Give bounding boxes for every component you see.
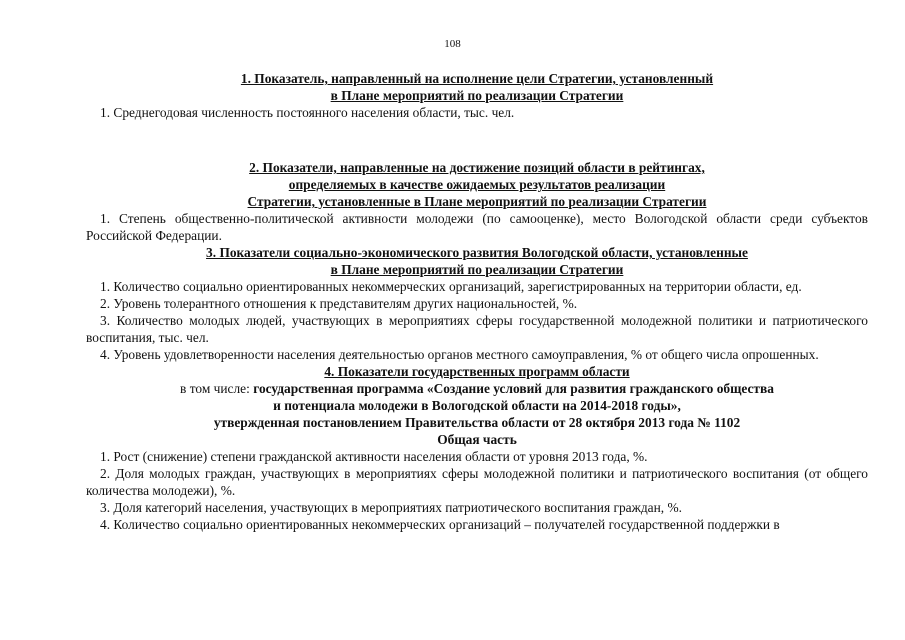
section-2-title-line-2: определяемых в качестве ожидаемых результатов реализации xyxy=(288,177,666,192)
program-line-3: утвержденная постановлением Правительства области от 28 октября 2013 года № 1102 xyxy=(213,415,741,430)
section-4-item-2: 2. Доля молодых граждан, участвующих в мероприятиях сферы молодежной политики и патриотического воспитания (от общего количества молодежи), %. xyxy=(86,466,868,498)
program-intro-prefix: в том числе: xyxy=(180,381,254,396)
section-3-item-1: 1. Количество социально ориентированных некоммерческих организаций, зарегистрированных на территории области, ед. xyxy=(100,279,802,294)
section-3-item-4: 4. Уровень удовлетворенности населения деятельностью органов местного самоуправления, % от общего числа опрошенных. xyxy=(100,347,819,362)
section-4 xyxy=(86,363,868,533)
section-4-item-4: 4. Количество социально ориентированных некоммерческих организаций – получателей государственной поддержки в xyxy=(100,517,780,532)
page-number: 108 xyxy=(444,38,461,50)
section-1 xyxy=(86,70,868,121)
section-1-title-line-1: 1. Показатель, направленный на исполнение цели Стратегии, установленный xyxy=(240,71,714,86)
general-part-subheading: Общая часть xyxy=(437,432,517,447)
section-1-item-1: 1. Среднегодовая численность постоянного населения области, тыс. чел. xyxy=(100,105,515,120)
section-spacer xyxy=(86,121,868,159)
section-3-item-2: 2. Уровень толерантного отношения к представителям других национальностей, %. xyxy=(100,296,578,311)
program-line-1 xyxy=(86,380,868,397)
section-3-title-line-1: 3. Показатели социально-экономического развития Вологодской области, установленные xyxy=(206,245,748,260)
section-2 xyxy=(86,159,868,244)
document-body xyxy=(86,70,868,533)
section-4-title: 4. Показатели государственных программ области xyxy=(324,364,630,379)
program-title-part-1: государственная программа «Создание условий для развития гражданского общества xyxy=(253,381,774,396)
section-3 xyxy=(86,244,868,363)
section-3-title-line-2: в Плане мероприятий по реализации Стратегии xyxy=(330,262,624,277)
section-2-title-line-1: 2. Показатели, направленные на достижение позиций области в рейтингах, xyxy=(249,160,705,175)
section-2-item-1: 1. Степень общественно-политической активности молодежи (по самооценке), место Вологодской области среди субъектов Российской Федерации. xyxy=(86,211,868,243)
section-1-title-line-2: в Плане мероприятий по реализации Стратегии xyxy=(330,88,624,103)
section-4-item-3: 3. Доля категорий населения, участвующих в мероприятиях патриотического воспитания граждан, %. xyxy=(100,500,682,515)
program-line-2: и потенциала молодежи в Вологодской области на 2014-2018 годы», xyxy=(273,398,681,413)
section-3-item-3: 3. Количество молодых людей, участвующих в мероприятиях сферы государственной молодежной политики и патриотического воспитания, тыс. чел. xyxy=(86,313,868,345)
section-2-title-line-3: Стратегии, установленные в Плане мероприятий по реализации Стратегии xyxy=(247,194,707,209)
section-4-item-1: 1. Рост (снижение) степени гражданской активности населения области от уровня 2013 года, %. xyxy=(100,449,648,464)
